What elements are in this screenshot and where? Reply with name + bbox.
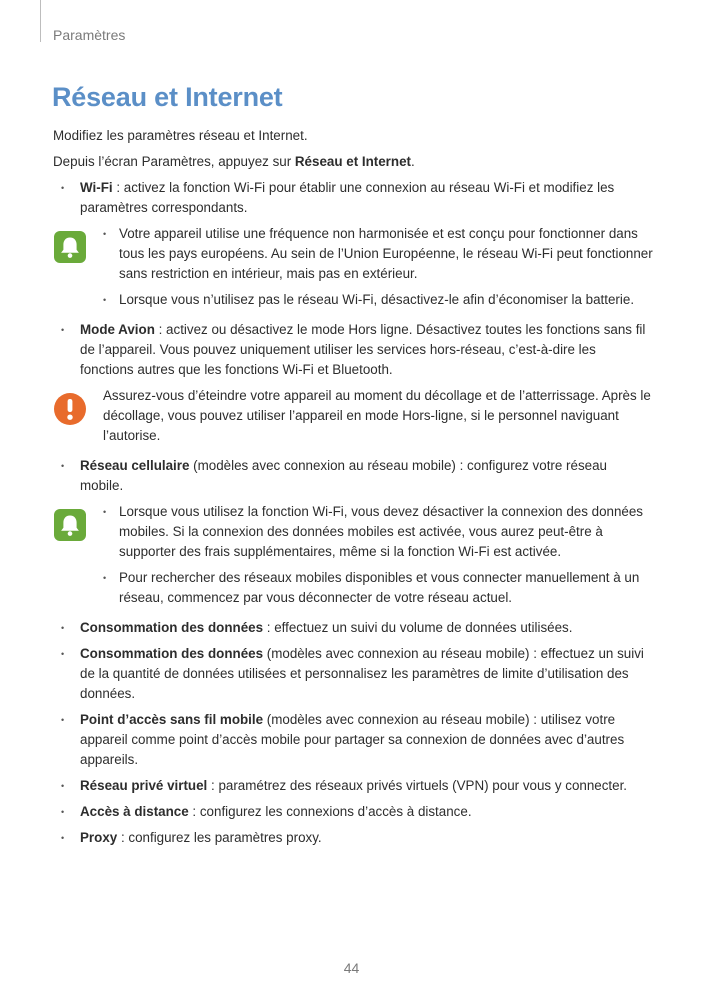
list-item-proxy: • Proxy : configurez les paramètres proxy. bbox=[53, 828, 653, 848]
intro-line: Modifiez les paramètres réseau et Internet. bbox=[53, 128, 308, 143]
warning-icon bbox=[53, 392, 87, 426]
note-wifi bbox=[53, 224, 653, 310]
note-bullet: • Lorsque vous n’utilisez pas le réseau Wi-Fi, désactivez-le afin d’économiser la batterie. bbox=[103, 290, 653, 310]
note-text: Assurez-vous d’éteindre votre appareil au moment du décollage et de l’atterrissage. Après le décollage, vous pouvez utiliser l’appareil en mode Hors-ligne, si le personnel naviguant l’autorise. bbox=[103, 388, 651, 443]
settings-list bbox=[53, 178, 653, 218]
list-item-cellular: • Réseau cellulaire (modèles avec connexion au réseau mobile) : configurez votre réseau mobile. bbox=[53, 456, 653, 496]
bell-icon bbox=[53, 508, 87, 542]
page-content bbox=[53, 126, 653, 854]
menu-path: Réseau et Internet bbox=[294, 154, 411, 169]
note-bullet: • Lorsque vous utilisez la fonction Wi-Fi, vous devez désactiver la connexion des données mobiles. Si la connexion des données mobiles est activée, vous aurez peut-être à supporter des frais supplémentaires, même si la fonction Wi-Fi est activée. bbox=[103, 502, 653, 562]
instruction-line: Depuis l’écran Paramètres, appuyez sur Réseau et Internet. bbox=[53, 154, 415, 169]
header-divider bbox=[40, 0, 41, 42]
list-item-remote-access: • Accès à distance : configurez les connexions d’accès à distance. bbox=[53, 802, 653, 822]
bell-icon bbox=[53, 230, 87, 264]
page-number: 44 bbox=[343, 960, 360, 976]
list-item-data-usage-mobile: • Consommation des données (modèles avec connexion au réseau mobile) : effectuez un suivi de la quantité de données utilisées et personnalisez les paramètres de limite d’utilisation des données. bbox=[53, 644, 653, 704]
page-title: Réseau et Internet bbox=[52, 82, 283, 112]
list-item-vpn: • Réseau privé virtuel : paramétrez des réseaux privés virtuels (VPN) pour vous y connecter. bbox=[53, 776, 653, 796]
note-bullet: • Votre appareil utilise une fréquence non harmonisée et est conçu pour fonctionner dans tous les pays européens. Au sein de l’Union Européenne, le réseau Wi-Fi peut fonctionner sans restriction en intérieur, mais pas en extérieur. bbox=[103, 224, 653, 284]
section-header: Paramètres bbox=[53, 27, 126, 43]
list-item-data-usage: • Consommation des données : effectuez un suivi du volume de données utilisées. bbox=[53, 618, 653, 638]
list-item-hotspot: • Point d’accès sans fil mobile (modèles avec connexion au réseau mobile) : utilisez votre appareil comme point d’accès mobile pour partager sa connexion de données avec d’autres appareils. bbox=[53, 710, 653, 770]
note-airplane bbox=[53, 386, 653, 446]
note-bullet: • Pour rechercher des réseaux mobiles disponibles et vous connecter manuellement à un réseau, commencez par vous déconnecter de votre réseau actuel. bbox=[103, 568, 653, 608]
note-cellular bbox=[53, 502, 653, 608]
list-item-airplane-mode: • Mode Avion : activez ou désactivez le mode Hors ligne. Désactivez toutes les fonctions sans fil de l’appareil. Vous pouvez uniquement utiliser les services hors-réseau, c’est-à-dire les fonctions autres que les fonctions Wi-Fi et Bluetooth. bbox=[53, 320, 653, 380]
list-item-wifi: • Wi-Fi : activez la fonction Wi-Fi pour établir une connexion au réseau Wi-Fi et modifiez les paramètres correspondants. bbox=[53, 178, 653, 218]
